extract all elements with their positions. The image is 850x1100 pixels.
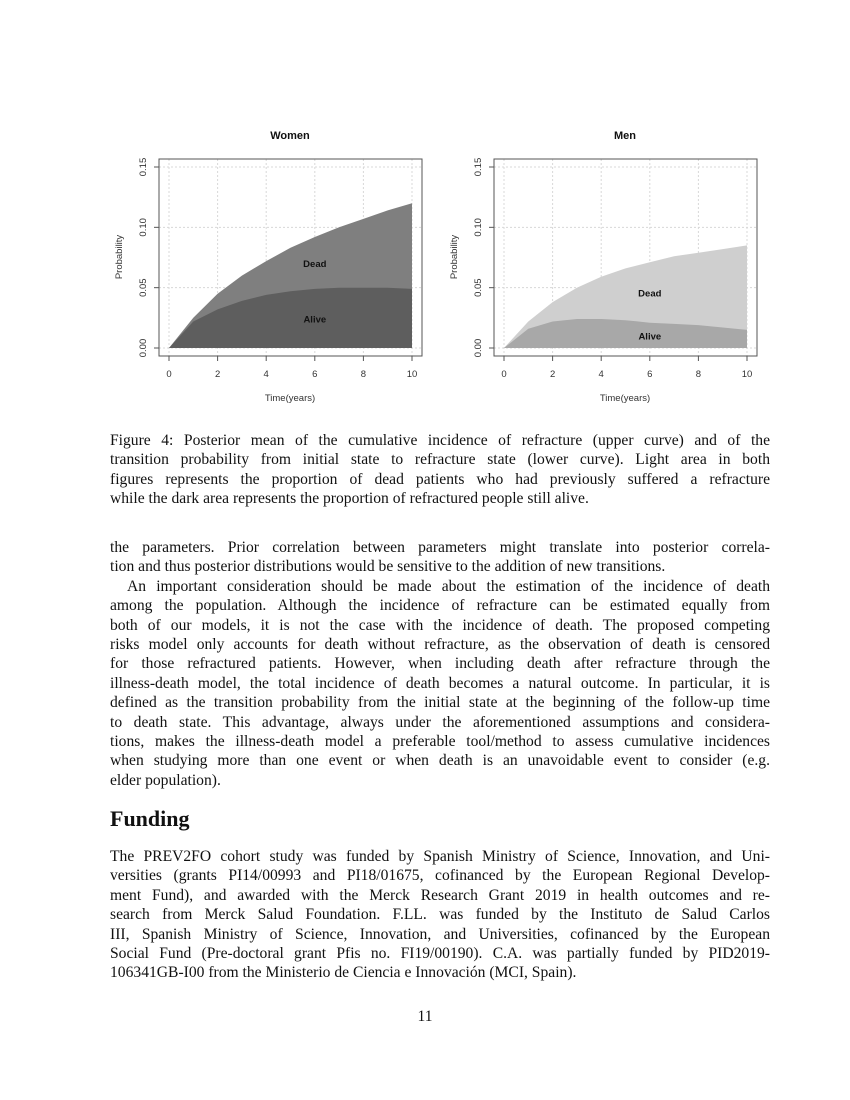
x-tick-label: 6 — [647, 369, 653, 380]
text-line: search from Merck Salud Foundation. F.LL. was funded by the Instituto de Salud Carlos — [110, 906, 770, 924]
chart-title: Men — [614, 130, 636, 142]
text-line: to death state. This advantage, always under the aforementioned assumptions and considera- — [110, 713, 770, 731]
y-tick-label: 0.05 — [138, 278, 149, 297]
text-line: Social Fund (Pre-doctoral grant Pfis no. FI19/00190). C.A. was partially funded by PID2019- — [110, 944, 770, 962]
text-line: the parameters. Prior correlation between parameters might translate into posterior correla- — [110, 539, 770, 556]
x-tick-label: 2 — [549, 369, 556, 380]
section-heading-funding: Funding — [110, 806, 190, 831]
text-line: ment Fund), and awarded with the Merck Research Grant 2019 in health outcomes and re- — [110, 886, 770, 904]
text-line: while the dark area represents the proportion of refractured people still alive. — [110, 490, 589, 508]
text-line: risks model only accounts for death without refracture, as the observation of death is censored — [110, 635, 770, 653]
annotation-dead: Dead — [638, 288, 662, 300]
x-tick-label: 8 — [360, 369, 367, 380]
y-axis-label: Probability — [114, 234, 125, 280]
text-line: versities (grants PI14/00993 and PI18/01675, cofinanced by the European Regional Develop- — [110, 867, 770, 885]
y-tick-label: 0.15 — [473, 157, 484, 177]
x-tick-label: 2 — [214, 369, 221, 380]
text-line: elder population). — [110, 771, 221, 789]
x-tick-label: 8 — [695, 369, 702, 380]
y-axis-label: Probability — [449, 234, 460, 280]
text-line: when studying more than one event or when death is an unavoidable event to consider (e.g. — [110, 752, 770, 770]
y-tick-label: 0.15 — [138, 157, 149, 177]
chart-men — [445, 125, 775, 410]
text-line: among the population. Although the incidence of refracture can be estimated equally from — [110, 597, 770, 615]
annotation-alive: Alive — [303, 314, 327, 326]
y-tick-label: 0.10 — [473, 218, 484, 237]
text-line: for those refractured patients. However, when including death after refracture through the — [110, 655, 770, 673]
paragraph — [110, 577, 770, 790]
text-line: tions, makes the illness-death model a preferable tool/method to assess cumulative incidences — [110, 732, 770, 750]
text-line: figures represents the proportion of dead patients who had previously suffered a refracture — [110, 470, 770, 488]
text-line: defined as the transition probability from the initial state at the beginning of the follow-up time — [110, 694, 770, 712]
y-tick-label: 0.00 — [138, 338, 149, 358]
text-line: illness-death model, the total incidence of death becomes a natural outcome. In particular, it is — [110, 674, 770, 692]
page-number: 11 — [417, 1008, 433, 1025]
figure-caption — [110, 431, 770, 509]
x-tick-label: 0 — [166, 369, 172, 380]
x-tick-label: 0 — [501, 369, 507, 380]
x-tick-label: 4 — [598, 369, 604, 380]
chart-title: Women — [270, 130, 310, 142]
y-tick-label: 0.05 — [473, 278, 484, 297]
y-tick-label: 0.00 — [473, 338, 484, 358]
text-line: both of our models, it is not the case with the incidence of death. The proposed competing — [110, 616, 770, 634]
text-line: Figure 4: Posterior mean of the cumulative incidence of refracture (upper curve) and of the — [110, 432, 770, 449]
annotation-dead: Dead — [303, 258, 327, 270]
annotation-alive: Alive — [638, 331, 662, 343]
body-text — [110, 538, 770, 790]
text-line: tion and thus posterior distributions would be sensitive to the addition of new transitions. — [110, 558, 666, 576]
text-line: The PREV2FO cohort study was funded by Spanish Ministry of Science, Innovation, and Uni- — [110, 848, 770, 865]
x-tick-label: 6 — [312, 369, 318, 380]
paragraph — [110, 538, 770, 577]
funding-paragraph — [110, 847, 770, 983]
text-line: An important consideration should be made about the estimation of the incidence of death — [127, 577, 770, 595]
x-tick-label: 10 — [741, 369, 753, 380]
x-tick-label: 10 — [406, 369, 418, 380]
text-line: III, Spanish Ministry of Science, Innovation, and Universities, cofinanced by the European — [110, 925, 770, 943]
area-alive — [169, 288, 412, 348]
x-axis-label: Time(years) — [599, 393, 651, 404]
y-tick-label: 0.10 — [138, 218, 149, 237]
text-line: transition probability from initial state to refracture state (lower curve). Light area in both — [110, 451, 770, 469]
x-axis-label: Time(years) — [264, 393, 316, 404]
chart-women — [110, 125, 440, 410]
x-tick-label: 4 — [263, 369, 269, 380]
text-line: 106341GB-I00 from the Ministerio de Ciencia e Innovación (MCI, Spain). — [110, 964, 577, 982]
